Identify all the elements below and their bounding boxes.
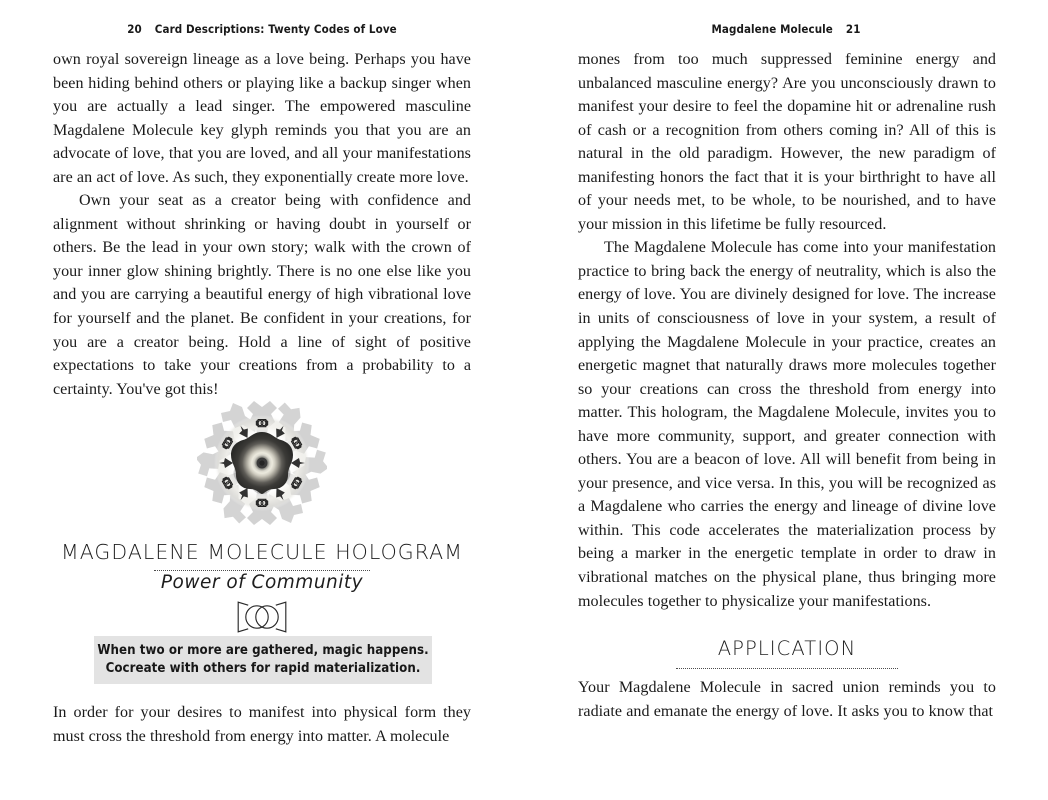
paragraph: The Magdalene Molecule has come into your manifestation practice to bring back the energy of neutrality, which is also the energy of love. You are divinely designed for love. The increase in units of consciousness of love in your system, a result of applying the Magdalene Molecule in your practice, creates an energetic magnet that naturally draws more molecules together so your creations can cross the threshold from energy into matter. This hologram, the Magdalene Molecule, invites you to have more community, support, and greater connection with others. You are a beacon of love. All will benefit from being in your presence, and vice versa. In this, you will be recognized as a Magdalene who carries the energy and lineage of divine love within. This code accelerates the materialization process by being a marker in the energetic template in order to draw in vibrational matches on the physical plane, thus bringing more molecules together to physicalize your manifestations. [578,239,996,610]
application-label: APPLICATION [717,637,857,661]
application-section-heading [578,613,996,669]
right-running-head [524,22,1048,36]
left-running-head-title: Card Descriptions: Twenty Codes of Love [154,22,397,36]
paragraph: In order for your desires to manifest into physical form they must cross the threshold from energy into matter. A molecule [53,704,471,745]
left-running-head [0,22,524,36]
paragraph: own royal sovereign lineage as a love being. Perhaps you have been hiding behind others or playing like a backup singer when you are actually a lead singer. The empowered masculine Magdalene Molecule key glyph reminds you that you are an advocate of love, that you are loved, and all your manifestations are an act of love. As such, they exponentially create more love. [53,51,471,186]
hologram-title: MAGDALENE MOLECULE HOLOGRAM [60,540,463,564]
paragraph: Own your seat as a creator being with confidence and alignment without shrinking or having doubt in yourself or others. Be the lead in your own story; walk with the crown of your inner glow shining brightly. There is no one else like you and you are carrying a beautiful energy of high vibrational love for yourself and the planet. Be confident in your creations, for you are a creator being. Hold a line of sight of positive expectations to take your creations from a probability to a certainty. You've got this! [53,192,471,398]
paragraph: mones from too much suppressed feminine energy and unbalanced masculine energy? Are you unconsciously drawn to manifest your desire to feel the dopamine hit or adrenaline rush of cash or a recognition from others coming in? All of this is natural in the old paradigm. However, the new paradigm of manifesting honors the fact that it is your birthright to have all of your needs met, to be whole, to be nourished, and to have your mission in this lifetime be fully resourced. [578,51,996,233]
hologram-dotted-rule [154,567,370,571]
left-text-column [53,48,471,401]
right-running-head-title: Magdalene Molecule [711,22,833,36]
quote-line-1: When two or more are gathered, magic happens. [97,643,429,658]
two-overlapping-circles-key-glyph-icon [235,600,289,634]
right-page [524,0,1048,800]
left-closing-paragraph-wrap [53,701,471,748]
application-dotted-rule [676,665,898,669]
right-page-folio: 21 [845,22,861,36]
magdalene-molecule-hologram-mandala-icon [197,398,327,528]
hologram-block [53,398,471,634]
quote-line-2: Cocreate with others for rapid materialization. [105,661,421,676]
paragraph: Your Magdalene Molecule in sacred union reminds you to radiate and emanate the energy of love. It asks you to know that [578,679,996,720]
right-text-column [578,48,996,723]
quote-panel [94,636,432,684]
hologram-subtitle: Power of Community [160,572,364,593]
left-page-folio: 20 [127,22,142,36]
